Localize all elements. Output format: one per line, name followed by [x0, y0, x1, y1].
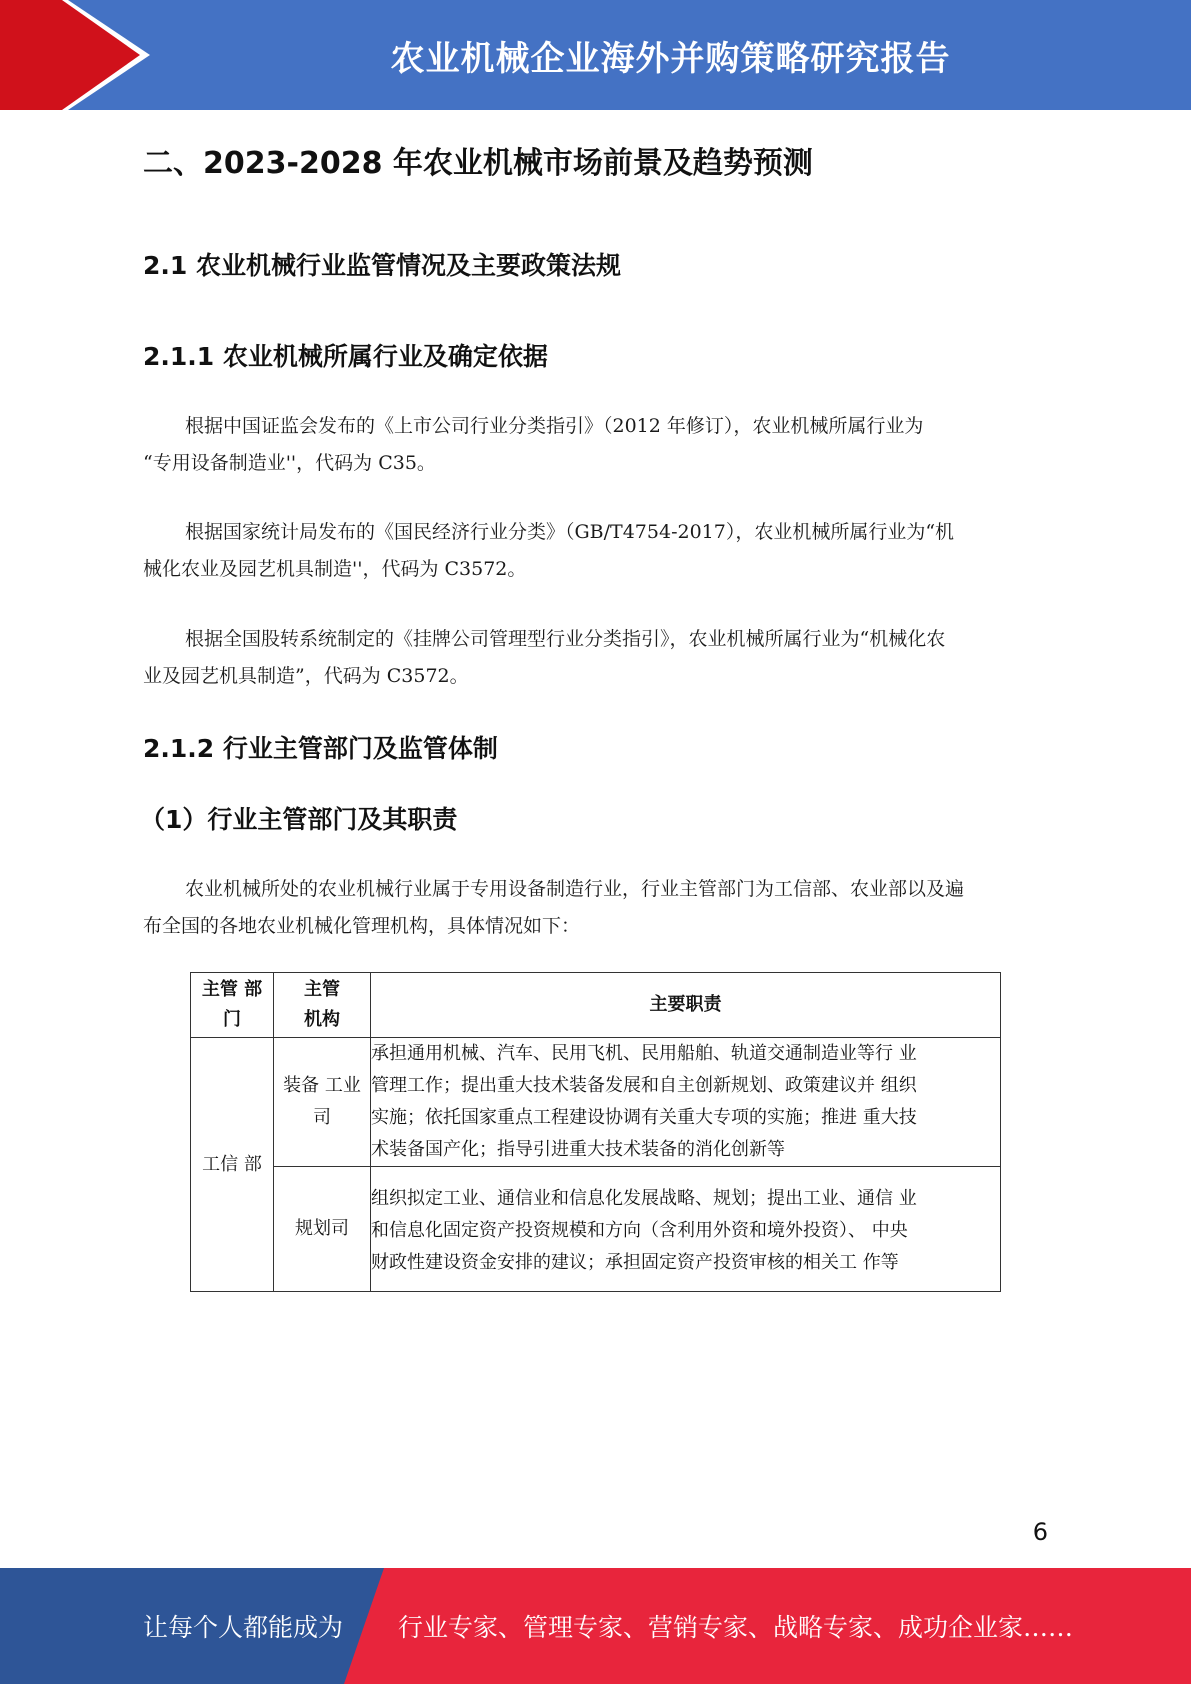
footer-slogan-right: 行业专家、管理专家、营销专家、战略专家、成功企业家…… — [398, 1613, 1074, 1642]
duty-line: 和信息化固定资产投资规模和方向（含利用外资和境外投资）、 中央 — [371, 1220, 908, 1241]
header-line: 主管 — [304, 979, 340, 1000]
subsection-title-2-1-1: 2.1.1 农业机械所属行业及确定依据 — [143, 342, 548, 371]
org-line: 装备 工业 — [283, 1075, 361, 1096]
paragraph-line: 根据国家统计局发布的《国民经济行业分类》（GB/T4754-2017），农业机械所属行业为“机 — [185, 521, 955, 543]
org-line: 规划司 — [295, 1218, 349, 1239]
duty-line: 实施；依托国家重点工程建设协调有关重大专项的实施；推进 重大技 — [371, 1107, 917, 1128]
duty-line: 财政性建设资金安排的建议；承担固定资产投资审核的相关工 作等 — [371, 1252, 899, 1273]
org-line: 司 — [313, 1107, 331, 1128]
duty-line: 管理工作；提出重大技术装备发展和自主创新规划、政策建议并 组织 — [371, 1075, 917, 1096]
header-banner — [0, 0, 1191, 110]
paragraph-line: 械化农业及园艺机具制造''，代码为 C3572。 — [143, 558, 527, 580]
document-title: 农业机械企业海外并购策略研究报告 — [390, 38, 951, 79]
paragraph-line: 业及园艺机具制造”，代码为 C3572。 — [143, 665, 469, 687]
duty-line: 承担通用机械、汽车、民用飞机、民用船舶、轨道交通制造业等行 业 — [371, 1043, 917, 1064]
duty-table — [190, 972, 1001, 1292]
table-row — [191, 1167, 1001, 1292]
duty-line: 术装备国产化；指导引进重大技术装备的消化创新等 — [371, 1139, 785, 1160]
header-department — [191, 973, 274, 1038]
organization-cell — [274, 1038, 371, 1167]
header-line: 主要职责 — [649, 994, 722, 1015]
table-row — [191, 1038, 1001, 1167]
paragraph-line: “专用设备制造业''，代码为 C35。 — [143, 452, 436, 474]
section-title: 二、2023-2028 年农业机械市场前景及趋势预测 — [143, 146, 813, 181]
paragraph-line: 根据全国股转系统制定的《挂牌公司管理型行业分类指引》，农业机械所属行业为“机械化农 — [185, 628, 946, 650]
header-line: 主管 部 — [201, 979, 263, 1000]
table-header-row — [191, 973, 1001, 1038]
header-line: 门 — [223, 1009, 241, 1030]
paragraph-3 — [143, 621, 1048, 695]
paragraph-line: 农业机械所处的农业机械行业属于专用设备制造行业，行业主管部门为工信部、农业部以及遍 — [185, 878, 965, 900]
header-duties — [371, 973, 1001, 1038]
organization-cell — [274, 1167, 371, 1292]
intro-paragraph — [143, 871, 1048, 945]
header-line: 机构 — [304, 1009, 340, 1030]
paragraph-1 — [143, 408, 1048, 482]
paragraph-2 — [143, 514, 1048, 588]
paragraph-line: 布全国的各地农业机械化管理机构，具体情况如下： — [143, 915, 581, 937]
paragraph-line: 根据中国证监会发布的《上市公司行业分类指引》（2012 年修订），农业机械所属行业为 — [185, 415, 924, 437]
duty-line: 组织拟定工业、通信业和信息化发展战略、规划；提出工业、通信 业 — [371, 1188, 917, 1209]
department-cell: 工信 部 — [191, 1038, 274, 1292]
subsection-title-2-1-2: 2.1.2 行业主管部门及监管体制 — [143, 734, 498, 763]
page-number: 6 — [1032, 1518, 1048, 1546]
footer-banner — [0, 1568, 1191, 1684]
subsection-title-2-1: 2.1 农业机械行业监管情况及主要政策法规 — [143, 251, 621, 280]
duty-cell — [371, 1167, 1001, 1292]
duty-cell — [371, 1038, 1001, 1167]
point-title: （1）行业主管部门及其职责 — [140, 805, 458, 834]
footer-slogan-left: 让每个人都能成为 — [143, 1613, 344, 1642]
header-organization — [274, 973, 371, 1038]
